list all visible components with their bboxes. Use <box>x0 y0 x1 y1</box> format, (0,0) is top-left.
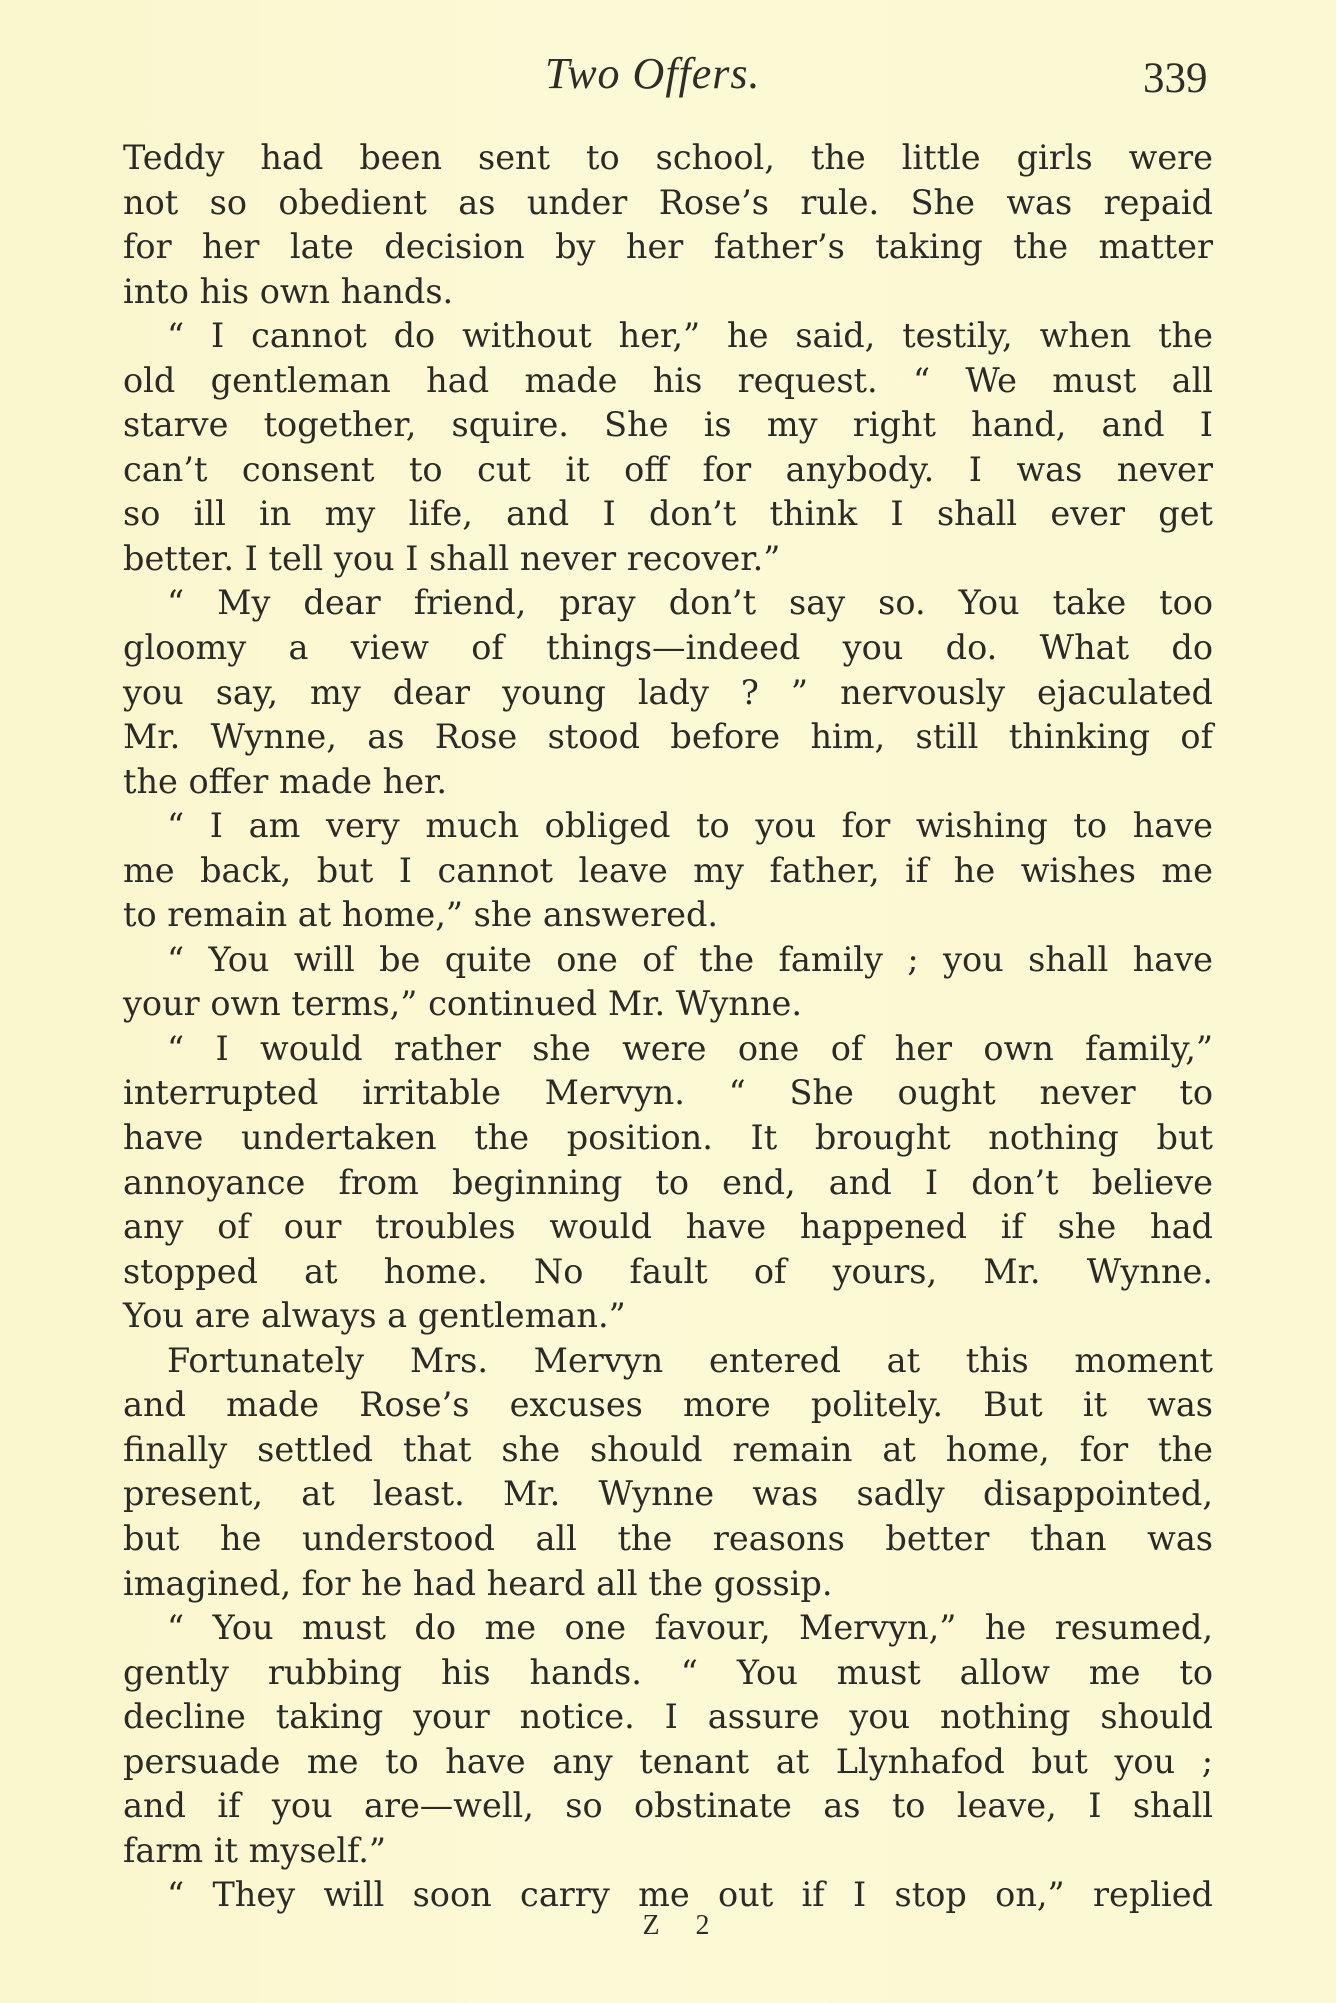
body-text <box>123 136 1213 1918</box>
text-line-9: so ill in my life, and I don’t think I shall ever get <box>123 494 1213 534</box>
text-line-11: “ My dear friend, pray don’t say so. You take too <box>167 583 1213 623</box>
text-line-6: old gentleman had made his request. “ We must all <box>123 360 1213 400</box>
text-line-32: but he understood all the reasons better than was <box>123 1518 1213 1558</box>
text-line-40: “ They will soon carry me out if I stop on,” replied <box>167 1875 1213 1915</box>
running-title: Two Offers. <box>545 49 761 98</box>
text-line-37: persuade me to have any tenant at Llynhafod but you ; <box>123 1741 1213 1781</box>
text-line-19: “ You will be quite one of the family ; you shall have <box>167 939 1213 979</box>
text-line-34: “ You must do me one favour, Mervyn,” he resumed, <box>167 1608 1213 1648</box>
text-line-23: have undertaken the position. It brought nothing but <box>123 1118 1213 1158</box>
text-line-1: Teddy had been sent to school, the little girls were <box>123 138 1213 177</box>
text-line-26: stopped at home. No fault of yours, Mr. Wynne. <box>123 1251 1213 1291</box>
text-line-17: me back, but I cannot leave my father, if he wishes me <box>123 850 1213 890</box>
text-line-35: gently rubbing his hands. “ You must allow me to <box>123 1652 1213 1692</box>
text-line-5: “ I cannot do without her,” he said, testily, when the <box>167 316 1213 356</box>
signature-mark <box>0 1910 1336 1942</box>
page-number: 339 <box>1143 55 1208 102</box>
text-line-24: annoyance from beginning to end, and I don’t believe <box>123 1162 1213 1202</box>
text-line-12: gloomy a view of things—indeed you do. What do <box>123 628 1213 668</box>
text-line-10: better. I tell you I shall never recover.” <box>123 538 781 578</box>
text-line-39: farm it myself.” <box>123 1830 387 1870</box>
text-line-28: Fortunately Mrs. Mervyn entered at this moment <box>167 1340 1213 1380</box>
running-head <box>0 48 1336 108</box>
text-line-16: “ I am very much obliged to you for wishing to have <box>167 806 1213 846</box>
text-line-13: you say, my dear young lady ? ” nervously ejaculated <box>123 672 1213 712</box>
text-line-20: your own terms,” continued Mr. Wynne. <box>123 984 803 1024</box>
text-line-7: starve together, squire. She is my right hand, and I <box>123 405 1213 445</box>
text-line-27: You are always a gentleman.” <box>123 1296 626 1336</box>
signature-letter: Z <box>642 1910 670 1941</box>
text-line-3: for her late decision by her father’s taking the matter <box>123 227 1213 267</box>
signature-number: 2 <box>695 1910 720 1941</box>
text-line-38: and if you are—well, so obstinate as to leave, I shall <box>123 1786 1213 1826</box>
text-line-2: not so obedient as under Rose’s rule. She was repaid <box>123 182 1213 222</box>
text-line-15: the offer made her. <box>123 761 448 801</box>
text-line-33: imagined, for he had heard all the gossip. <box>123 1563 833 1603</box>
text-line-14: Mr. Wynne, as Rose stood before him, still thinking of <box>123 717 1213 757</box>
text-line-21: “ I would rather she were one of her own family,” <box>167 1028 1213 1068</box>
text-line-4: into his own hands. <box>123 271 454 311</box>
text-line-25: any of our troubles would have happened if she had <box>123 1207 1213 1247</box>
text-line-31: present, at least. Mr. Wynne was sadly disappointed, <box>123 1474 1213 1514</box>
text-line-29: and made Rose’s excuses more politely. But it was <box>123 1385 1213 1425</box>
text-line-30: finally settled that she should remain at home, for the <box>123 1429 1213 1469</box>
text-line-36: decline taking your notice. I assure you nothing should <box>123 1697 1213 1737</box>
text-line-22: interrupted irritable Mervyn. “ She ought never to <box>123 1073 1213 1113</box>
text-line-8: can’t consent to cut it off for anybody. I was never <box>123 449 1213 489</box>
text-line-18: to remain at home,” she answered. <box>123 895 719 935</box>
